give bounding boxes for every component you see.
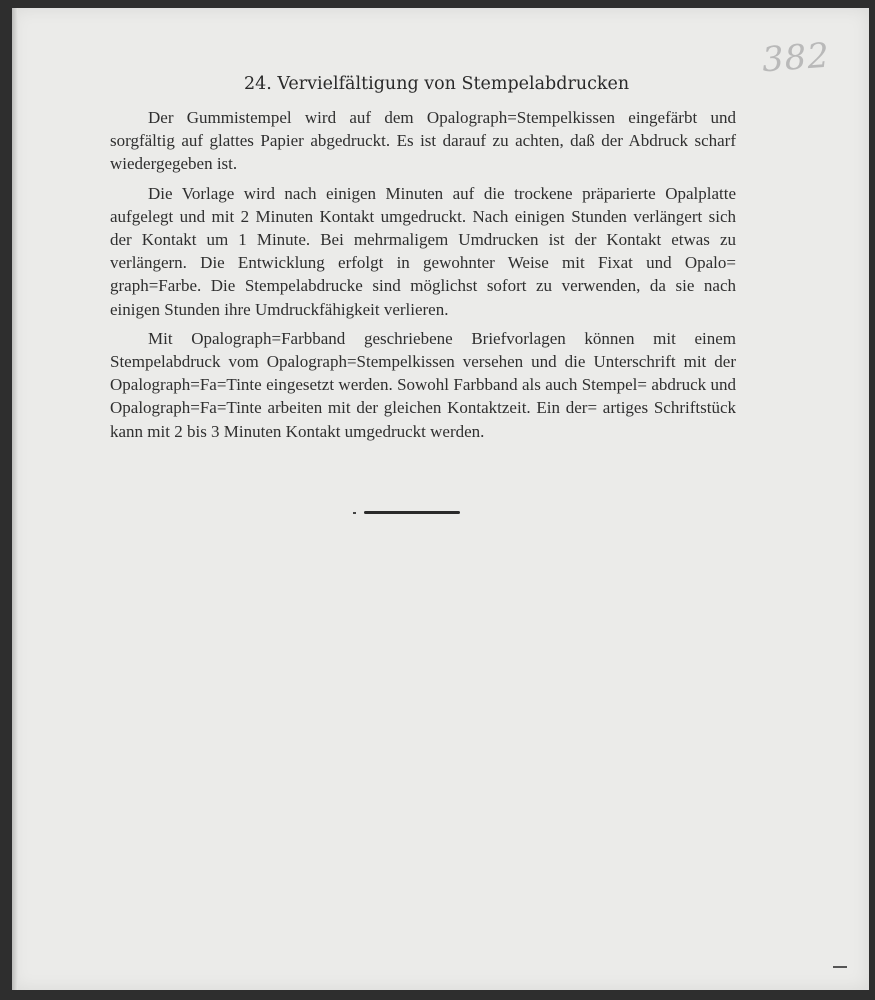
paragraph-3: Mit Opalograph=Farbband geschriebene Briefvorlagen können mit einem Stempelabdruck vom Opalograph=Stempelkissen versehen und die Unterschrift mit der Opalograph=Fa=Tinte eingesetzt werden. Sowohl Farbband als auch Stempel= abdruck und Opalograph=Fa=Tinte arbeiten mit der gleichen Kontaktzeit. Ein der= artiges Schriftstück kann mit 2 bis 3 Minuten Kontakt umgedruckt werden.	[110, 328, 736, 441]
divider-dot	[353, 512, 356, 514]
section-body	[110, 106, 736, 449]
section-title: 24. Vervielfältigung von Stempelabdrucken	[244, 74, 630, 94]
section-end-divider	[364, 511, 460, 514]
paragraph-1: Der Gummistempel wird auf dem Opalograph=Stempelkissen eingefärbt und sorgfältig auf glattes Papier abgedruckt. Es ist darauf zu achten, daß der Abdruck scharf wiedergegeben ist.	[110, 108, 736, 174]
corner-mark	[833, 966, 847, 968]
handwritten-page-number: 382	[760, 35, 832, 81]
page-binding-edge	[12, 8, 18, 990]
paragraph-2: Die Vorlage wird nach einigen Minuten auf die trockene präparierte Opalplatte aufgelegt und mit 2 Minuten Kontakt umgedruckt. Nach einigen Stunden verlängert sich der Kontakt um 1 Minute. Bei mehrmaligem Umdrucken ist der Kontakt etwas zu verlängern. Die Entwicklung erfolgt in gewohnter Weise mit Fixat und Opalo= graph=Farbe. Die Stempelabdrucke sind möglichst sofort zu verwenden, da sie nach einigen Stunden ihre Umdruckfähigkeit verlieren.	[110, 183, 736, 319]
